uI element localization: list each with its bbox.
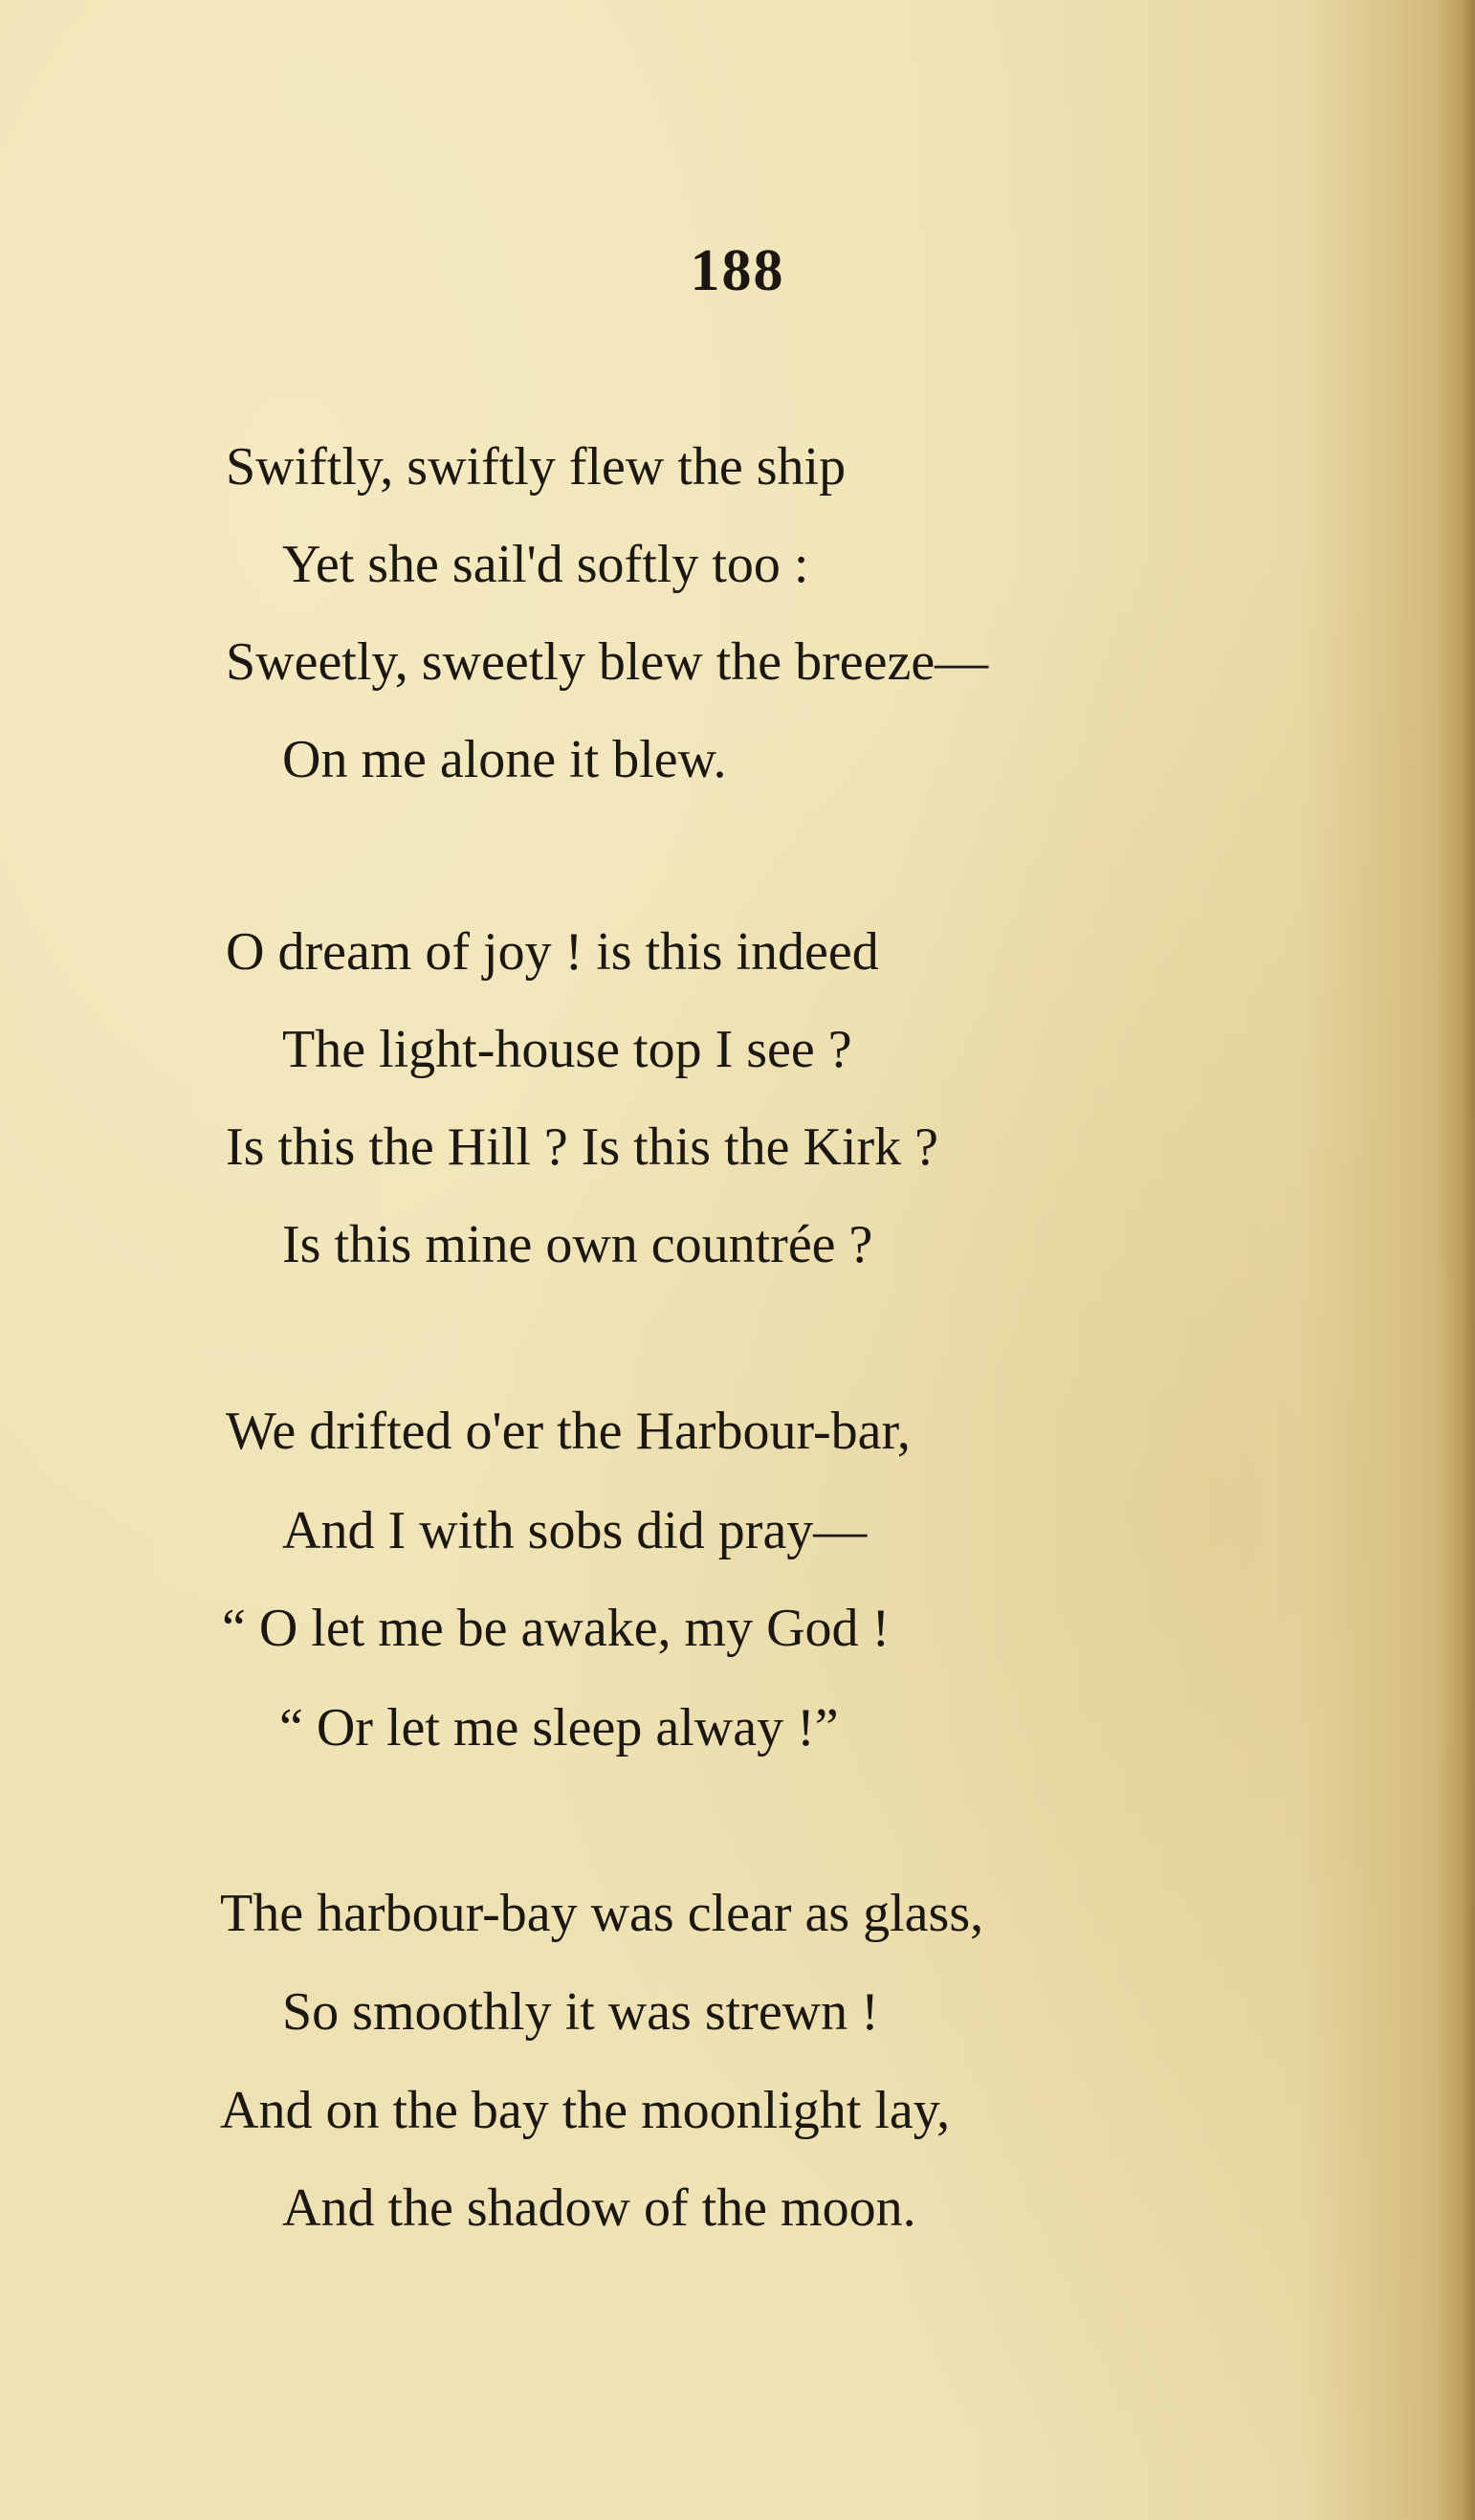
poem-line: The light-house top I see ? [282,1020,852,1079]
poem-line: The harbour-bay was clear as glass, [220,1884,984,1943]
page-number: 188 [690,238,785,303]
poem-line: Sweetly, sweetly blew the breeze— [226,632,989,692]
poem-line: And the shadow of the moon. [282,2178,916,2238]
poem-line: Is this the Hill ? Is this the Kirk ? [226,1117,939,1177]
poem-line: Is this mine own countrée ? [282,1215,873,1274]
poem-line: So smoothly it was strewn ! [282,1982,879,2042]
poem-line: O dream of joy ! is this indeed [226,922,879,982]
poem-line: Yet she sail'd softly too : [282,535,809,594]
poem-line: On me alone it blew. [282,730,727,789]
poem-line: And on the bay the moonlight lay, [220,2081,951,2140]
poem-line: “ Or let me sleep alway !” [279,1698,839,1757]
poem-line: “ O let me be awake, my God ! [222,1599,891,1658]
poem-line: Swiftly, swiftly flew the ship [226,437,847,497]
poem-line: We drifted o'er the Harbour-bar, [226,1402,911,1461]
poem-line: And I with sobs did pray— [282,1501,868,1560]
